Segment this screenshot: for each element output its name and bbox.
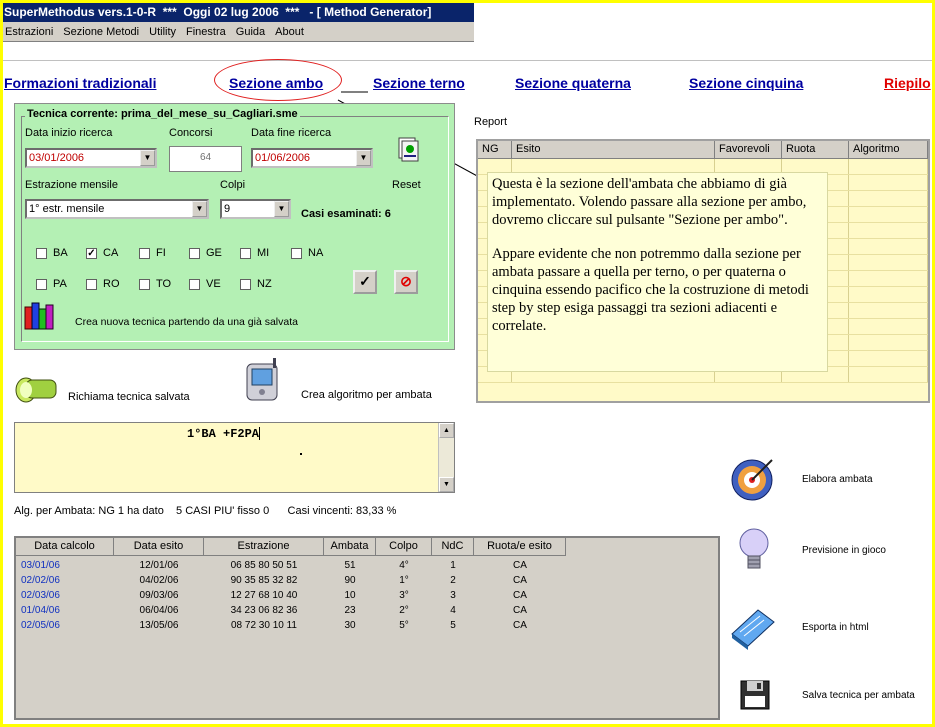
salva-label: Salva tecnica per ambata <box>802 689 915 701</box>
book-export-icon <box>728 604 778 650</box>
checkbox-label: NZ <box>257 278 272 290</box>
explanation-note <box>487 172 828 372</box>
target-icon <box>730 456 776 502</box>
check-icon[interactable]: ✓ <box>87 247 96 259</box>
checkbox-ge[interactable] <box>189 247 222 259</box>
checkbox-na[interactable] <box>291 247 323 259</box>
checkbox-label: NA <box>308 247 324 259</box>
table-cell: 3 <box>450 590 456 601</box>
note-paragraph-1: Questa è la sezione dell'ambata che abbiamo di già implementato. Volendo passare alla sezione per ambo, dovremo cliccare sul pulsante "Sezione per ambo". <box>492 176 807 228</box>
checkbox-box[interactable] <box>139 248 150 259</box>
table-row[interactable] <box>16 558 566 573</box>
table-cell: 03/01/06 <box>21 560 60 571</box>
results-col-header[interactable]: Data esito <box>114 538 204 556</box>
results-col-header[interactable]: Estrazione <box>204 538 324 556</box>
results-col-header[interactable]: Ambata <box>324 538 376 556</box>
col-esito[interactable]: Esito <box>512 141 715 158</box>
concorsi-field[interactable]: 64 <box>169 146 242 172</box>
colpi-value: 9 <box>224 203 231 215</box>
select-all-button[interactable] <box>353 270 377 294</box>
previsione-label: Previsione in gioco <box>802 544 886 556</box>
checkbox-to[interactable] <box>139 278 171 290</box>
table-cell: 1 <box>450 560 456 571</box>
checkbox-box[interactable] <box>291 248 302 259</box>
table-cell: CA <box>513 575 527 586</box>
table-cell: 4° <box>399 560 409 571</box>
table-cell: 30 <box>344 620 356 631</box>
table-cell: 12 27 68 10 40 <box>230 590 298 601</box>
checkbox-box[interactable] <box>36 279 47 290</box>
report-cell <box>849 223 928 238</box>
checkbox-ve[interactable] <box>189 278 221 290</box>
checkbox-label: TO <box>156 278 172 290</box>
checkbox-label: MI <box>257 247 270 259</box>
table-cell: CA <box>513 590 527 601</box>
checkbox-box[interactable] <box>86 279 97 290</box>
table-cell: 06/04/06 <box>139 605 179 616</box>
table-cell: 02/02/06 <box>21 575 60 586</box>
scroll-up-icon[interactable]: ▲ <box>439 423 454 438</box>
pda-icon <box>243 358 283 402</box>
crea-algoritmo-button[interactable] <box>243 358 432 402</box>
checkbox-box[interactable] <box>36 248 47 259</box>
table-cell: 4 <box>450 605 456 616</box>
table-cell: 08 72 30 10 11 <box>231 620 297 631</box>
nav-sezione-terno[interactable]: Sezione terno <box>373 75 465 91</box>
report-cell <box>849 287 928 302</box>
table-row[interactable] <box>16 573 566 588</box>
table-cell: 23 <box>344 605 356 616</box>
data-inizio-select[interactable] <box>25 148 157 168</box>
table-cell: 2° <box>399 605 409 616</box>
no-entry-icon: ⊘ <box>400 273 412 289</box>
report-cell <box>849 207 928 222</box>
col-ruota[interactable]: Ruota <box>782 141 849 158</box>
clear-all-button[interactable] <box>394 270 418 294</box>
checkbox-box[interactable] <box>240 248 251 259</box>
checkbox-label: RO <box>103 278 120 290</box>
checkbox-label: BA <box>53 247 68 259</box>
esporta-button[interactable] <box>728 604 869 650</box>
col-favorevoli[interactable]: Favorevoli <box>715 141 782 158</box>
memo-text <box>187 427 260 441</box>
checkbox-label: FI <box>156 247 166 259</box>
checkbox-fi[interactable] <box>139 247 166 259</box>
checkbox-label: GE <box>206 247 222 259</box>
table-row[interactable] <box>16 618 566 633</box>
table-cell: 01/04/06 <box>21 605 60 616</box>
table-cell: 34 23 06 82 36 <box>230 605 298 616</box>
status-line: Alg. per Ambata: NG 1 ha dato 5 CASI PIU' fisso 0 Casi vincenti: 83,33 % <box>14 505 397 517</box>
data-inizio-value: 03/01/2006 <box>29 152 85 164</box>
table-row[interactable] <box>16 603 566 618</box>
table-cell: 02/05/06 <box>21 620 60 631</box>
report-cell <box>849 303 928 318</box>
data-fine-select[interactable] <box>251 148 373 168</box>
menu-about[interactable]: About <box>275 25 304 38</box>
checkbox-ca[interactable] <box>86 247 118 259</box>
memo-dot <box>300 453 302 455</box>
checkbox-box[interactable] <box>240 279 251 290</box>
report-header <box>478 141 928 159</box>
elabora-label: Elabora ambata <box>802 473 873 485</box>
floppy-disk-icon <box>738 678 772 712</box>
chevron-down-icon[interactable]: ▼ <box>274 201 289 217</box>
menu-estrazioni[interactable]: Estrazioni <box>5 25 54 38</box>
scroll-down-icon[interactable]: ▼ <box>439 477 454 492</box>
table-cell: CA <box>513 605 527 616</box>
menu-guida[interactable]: Guida <box>235 25 266 38</box>
nav-sezione-quaterna[interactable]: Sezione quaterna <box>515 75 631 91</box>
nav-sezione-ambo[interactable]: Sezione ambo <box>229 75 324 91</box>
estrazione-label: Estrazione mensile <box>25 179 118 191</box>
results-col-header[interactable]: Data calcolo <box>16 538 114 556</box>
memo-scrollbar[interactable] <box>438 423 454 492</box>
crea-algoritmo-label: Crea algoritmo per ambata <box>301 389 432 401</box>
results-body <box>16 558 566 633</box>
colpi-label: Colpi <box>220 179 246 191</box>
menu-finestra[interactable]: Finestra <box>186 25 226 38</box>
table-cell: 90 35 85 32 82 <box>230 575 298 586</box>
table-cell: 04/02/06 <box>139 575 179 586</box>
report-cell <box>849 159 928 174</box>
report-cell <box>849 367 928 382</box>
richiama-button[interactable] <box>14 362 190 406</box>
results-grid[interactable] <box>14 536 720 720</box>
window-title: SuperMethodus vers.1-0-R *** Oggi 02 lug 2006 *** - [ Method Generator] <box>0 3 474 22</box>
memo-value: 1°BA +F2PA <box>187 427 260 441</box>
table-cell: 90 <box>344 575 356 586</box>
report-cell <box>849 175 928 190</box>
checkbox-box[interactable] <box>189 248 200 259</box>
estrazione-value: 1° estr. mensile <box>29 203 105 215</box>
text-cursor <box>259 427 260 440</box>
esporta-label: Esporta in html <box>802 621 869 633</box>
results-col-header[interactable]: Ruota/e esito <box>474 538 566 556</box>
checkbox-box[interactable] <box>189 279 200 290</box>
report-cell <box>849 239 928 254</box>
chevron-down-icon[interactable]: ▼ <box>140 150 155 166</box>
menu-utility[interactable]: Utility <box>149 25 177 38</box>
richiama-label: Richiama tecnica salvata <box>68 391 190 403</box>
table-cell: 5° <box>399 620 409 631</box>
table-cell: 10 <box>344 590 356 601</box>
current-technique-panel <box>14 103 455 350</box>
data-fine-label: Data fine ricerca <box>251 127 332 139</box>
data-fine-value: 01/06/2006 <box>255 152 311 164</box>
elabora-ambata-button[interactable] <box>730 456 873 502</box>
table-cell: CA <box>513 560 527 571</box>
books-icon[interactable] <box>23 299 57 331</box>
algorithm-memo[interactable] <box>14 422 455 493</box>
table-cell: 2 <box>450 575 456 586</box>
lightbulb-icon <box>736 526 772 574</box>
table-row[interactable] <box>16 588 566 603</box>
checkbox-mi[interactable] <box>240 247 269 259</box>
chevron-down-icon[interactable]: ▼ <box>356 150 371 166</box>
nav-formazioni-tradizionali[interactable]: Formazioni tradizionali <box>4 75 157 91</box>
table-cell: 51 <box>344 560 356 571</box>
menu-sezione-metodi[interactable]: Sezione Metodi <box>63 25 140 38</box>
note-paragraph-2: Appare evidente che non potremmo dalla sezione per ambata passare a quella per terno, o per quaterna o cinquina essendo pacifico che la costruzione di metodi step by step esiga passaggi tra sezioni adiacenti e correlate. <box>492 246 809 334</box>
data-inizio-label: Data inizio ricerca <box>25 127 113 139</box>
table-cell: 3° <box>399 590 409 601</box>
table-cell: 5 <box>450 620 456 631</box>
technique-legend: Tecnica corrente: prima_del_mese_su_Cagliari.sme <box>27 108 298 120</box>
chevron-down-icon[interactable]: ▼ <box>192 201 207 217</box>
casi-esaminati: Casi esaminati: 6 <box>301 208 391 220</box>
table-cell: 06 85 80 50 51 <box>230 560 298 571</box>
checkbox-label: PA <box>53 278 67 290</box>
reset-label[interactable]: Reset <box>392 179 421 191</box>
report-cell <box>849 351 928 366</box>
table-cell: 13/05/06 <box>139 620 179 631</box>
table-cell: 02/03/06 <box>21 590 60 601</box>
results-header <box>16 538 566 556</box>
results-col-header[interactable]: NdC <box>432 538 474 556</box>
table-cell: 09/03/06 <box>139 590 179 601</box>
report-cell <box>849 319 928 334</box>
checkbox-nz[interactable] <box>240 278 272 290</box>
checkbox-label: CA <box>103 247 119 259</box>
flashlight-icon <box>14 362 60 406</box>
check-icon: ✓ <box>359 273 371 289</box>
crea-nuova-label[interactable]: Crea nuova tecnica partendo da una già salvata <box>75 316 298 328</box>
checkbox-ro[interactable] <box>86 278 120 290</box>
nav-sezione-cinquina[interactable]: Sezione cinquina <box>689 75 804 91</box>
nav-riepilogo[interactable]: Riepilo <box>884 75 931 91</box>
checkbox-ba[interactable] <box>36 247 68 259</box>
report-icon[interactable] <box>395 136 421 166</box>
table-cell: CA <box>513 620 527 631</box>
table-cell: 12/01/06 <box>139 560 179 571</box>
checkbox-label: VE <box>206 278 221 290</box>
concorsi-label: Concorsi <box>169 127 213 139</box>
estrazione-select[interactable] <box>25 199 209 219</box>
report-label: Report <box>474 116 508 128</box>
col-algoritmo[interactable]: Algoritmo <box>849 141 928 158</box>
table-cell: 1° <box>399 575 409 586</box>
checkbox-box[interactable] <box>139 279 150 290</box>
colpi-select[interactable] <box>220 199 291 219</box>
col-ng[interactable]: NG <box>478 141 512 158</box>
report-cell <box>849 191 928 206</box>
report-cell <box>849 335 928 350</box>
results-col-header[interactable]: Colpo <box>376 538 432 556</box>
checkbox-pa[interactable] <box>36 278 67 290</box>
previsione-button[interactable] <box>736 526 886 574</box>
report-cell <box>849 255 928 270</box>
salva-button[interactable] <box>738 678 915 712</box>
report-cell <box>849 271 928 286</box>
